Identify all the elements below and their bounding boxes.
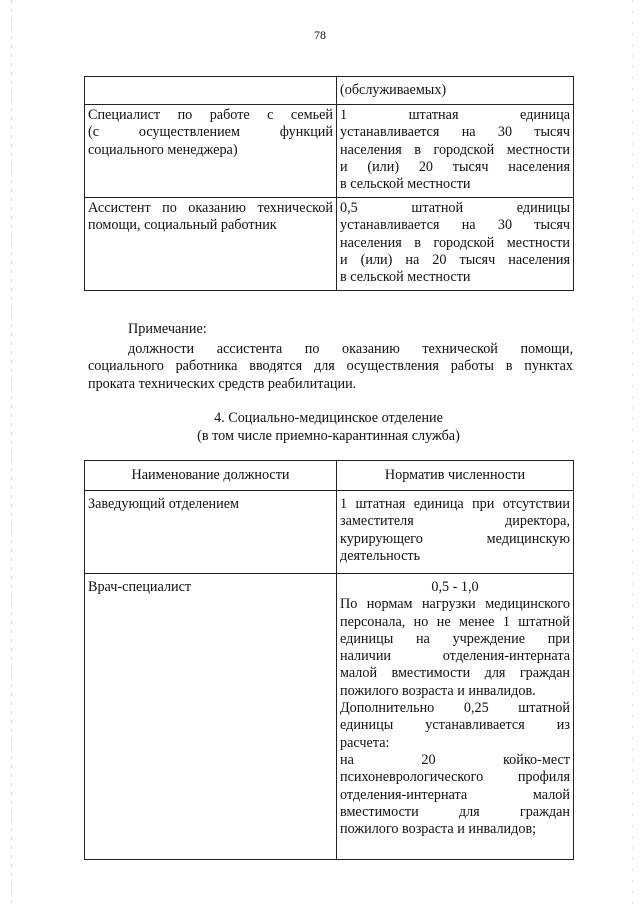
text-line: и (или) 20 тысяч населения bbox=[340, 158, 570, 175]
text-line: помощи, социальный работник bbox=[88, 217, 277, 234]
header-norm: Норматив численности bbox=[337, 461, 574, 491]
note-line: социального работника вводятся для осуществления работы в пунктах bbox=[88, 358, 573, 375]
text-line: на 20 койко-мест bbox=[340, 751, 570, 768]
text-line: населения в городской местности bbox=[340, 141, 570, 158]
note-line: должности ассистента по оказанию технической помощи, bbox=[128, 341, 573, 357]
note-line: проката технических средств реабилитации. bbox=[88, 375, 357, 392]
section-title: 4. Социально-медицинское отделение bbox=[214, 410, 443, 426]
table-row bbox=[85, 198, 574, 291]
norm-value: 0,5 - 1,0 bbox=[431, 579, 479, 595]
section-subtitle: (в том числе приемно-карантинная служба) bbox=[197, 428, 460, 444]
text-line: 1 штатная единица bbox=[340, 107, 570, 123]
text-line: Дополнительно 0,25 штатной bbox=[340, 700, 570, 717]
table-row bbox=[85, 77, 574, 105]
scan-edge-right bbox=[632, 0, 633, 905]
staffing-table bbox=[84, 460, 574, 860]
scan-edge-left bbox=[11, 0, 12, 905]
norm-cell bbox=[337, 105, 574, 198]
text-line: заместителя директора, bbox=[340, 513, 570, 530]
text-line: населения в городской местности bbox=[340, 234, 570, 251]
table-row bbox=[85, 574, 574, 860]
text-line: 1 штатная единица при отсутствии bbox=[340, 496, 570, 512]
text-line: единицы устанавливается из bbox=[340, 717, 570, 734]
norm-cell bbox=[337, 574, 574, 860]
text-line: вместимости для граждан bbox=[340, 803, 570, 820]
text-line: (с осуществлением функций bbox=[88, 124, 333, 141]
position-cell: Заведующий отделением bbox=[85, 491, 337, 574]
text-line: пожилого возраста и инвалидов. bbox=[340, 682, 536, 699]
norm-cell bbox=[337, 198, 574, 291]
continuation-cell: (обслуживаемых) bbox=[337, 77, 574, 105]
position-cell bbox=[85, 198, 337, 291]
staffing-table-continued bbox=[84, 76, 574, 291]
text-line: курирующего медицинскую bbox=[340, 530, 570, 547]
norm-cell bbox=[337, 491, 574, 574]
text-line: 0,5 штатной единицы bbox=[340, 200, 570, 216]
text-line: отделения-интерната малой bbox=[340, 786, 570, 803]
text-line: в сельской местности bbox=[340, 176, 471, 193]
text-line: деятельность bbox=[340, 547, 421, 564]
text-line: расчета: bbox=[340, 734, 390, 751]
text-line: Специалист по работе с семьей bbox=[88, 107, 333, 123]
text-line: персонала, но не менее 1 штатной bbox=[340, 613, 570, 630]
text-line: Ассистент по оказанию технической bbox=[88, 200, 333, 216]
text-line: в сельской местности bbox=[340, 269, 471, 286]
header-position: Наименование должности bbox=[85, 461, 337, 491]
page-number: 78 bbox=[314, 28, 326, 42]
note-title: Примечание: bbox=[128, 321, 207, 337]
text-line: устанавливается на 30 тысяч bbox=[340, 124, 570, 141]
empty-cell bbox=[85, 77, 337, 105]
text-line: и (или) на 20 тысяч населения bbox=[340, 251, 570, 268]
position-cell: Врач-специалист bbox=[85, 574, 337, 860]
note-body bbox=[88, 341, 573, 393]
text-line: единицы на учреждение при bbox=[340, 630, 570, 647]
text-line: психоневрологического профиля bbox=[340, 769, 570, 786]
table-row bbox=[85, 491, 574, 574]
text-line: малой вместимости для граждан bbox=[340, 665, 570, 682]
text-line: По нормам нагрузки медицинского bbox=[340, 596, 570, 613]
position-cell bbox=[85, 105, 337, 198]
text-line: социального менеджера) bbox=[88, 141, 238, 158]
text-line: устанавливается на 30 тысяч bbox=[340, 217, 570, 234]
table-header-row bbox=[85, 461, 574, 491]
text-line: наличии отделения-интерната bbox=[340, 648, 570, 665]
table-row bbox=[85, 105, 574, 198]
text-line: пожилого возраста и инвалидов; bbox=[340, 821, 537, 838]
